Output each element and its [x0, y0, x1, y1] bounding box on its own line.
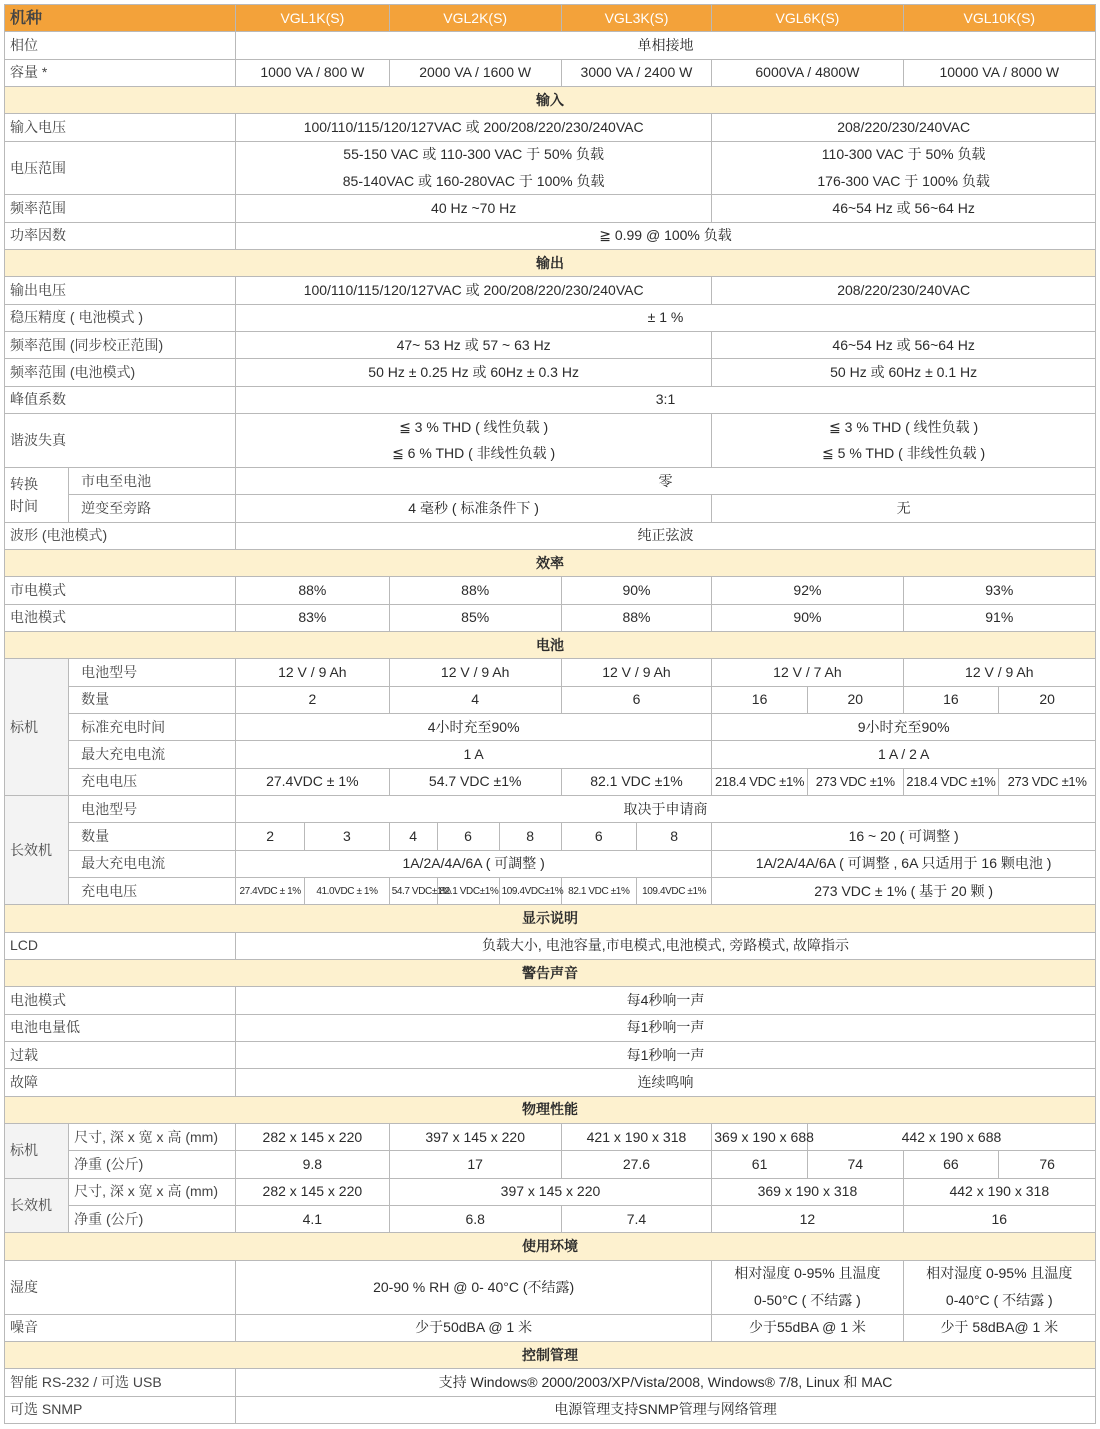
battery-freq-row: [5, 359, 1096, 386]
row-sublabel: 充电电压: [69, 768, 236, 795]
value-cell: 41.0VDC ± 1%: [305, 878, 389, 905]
transfer-bypass-row: [5, 495, 1096, 522]
row-label: 电池电量低: [5, 1014, 236, 1041]
value-cell: 4 毫秒 ( 标准条件下 ): [236, 495, 712, 522]
long-charge-voltage-row: [5, 878, 1096, 905]
row-label: 稳压精度 ( 电池模式 ): [5, 304, 236, 331]
value-cell: 9.8: [236, 1151, 390, 1178]
row-sublabel: 数量: [69, 823, 236, 850]
row-label: 电池模式: [5, 987, 236, 1014]
value-cell: 100/110/115/120/127VAC 或 200/208/220/230/240VAC: [236, 277, 712, 304]
value-cell: 1A/2A/4A/6A ( 可調整 ): [236, 850, 712, 877]
value-cell: 6: [561, 823, 636, 850]
value-cell: 4小时充至90%: [236, 713, 712, 740]
value-cell: 282 x 145 x 220: [236, 1178, 390, 1205]
capacity-row: [5, 59, 1096, 86]
value-cell: 90%: [712, 604, 903, 631]
value-cell: 218.4 VDC ±1%: [712, 768, 808, 795]
section-physical: [5, 1096, 1096, 1123]
value-cell: 每4秒响一声: [236, 987, 1096, 1014]
row-sublabel: 电池型号: [69, 795, 236, 822]
value-cell: 少于55dBA @ 1 米: [712, 1314, 903, 1341]
value-cell: 88%: [389, 577, 561, 604]
voltage-range-row: [5, 141, 1096, 168]
value-cell: 连续鸣响: [236, 1069, 1096, 1096]
output-voltage-row: [5, 277, 1096, 304]
value-cell: 282 x 145 x 220: [236, 1124, 390, 1151]
value-cell: 66: [903, 1151, 999, 1178]
value-cell: 91%: [903, 604, 1095, 631]
value-cell: 6: [561, 686, 712, 713]
value-cell: 少于50dBA @ 1 米: [236, 1314, 712, 1341]
section-battery: [5, 631, 1096, 658]
value-cell: 1A/2A/4A/6A ( 可调整 , 6A 只适用于 16 颗电池 ): [712, 850, 1096, 877]
value-cell: 54.7 VDC ±1%: [389, 768, 561, 795]
value-cell: 27.6: [561, 1151, 712, 1178]
transfer-label-1: 转换: [10, 475, 38, 492]
row-label: 市电模式: [5, 577, 236, 604]
snmp-row: [5, 1396, 1096, 1423]
value-cell: 6.8: [389, 1206, 561, 1233]
long-max-current-row: [5, 850, 1096, 877]
value-cell: 取决于申请商: [236, 795, 1096, 822]
efficiency-battery-row: [5, 604, 1096, 631]
value-cell: 12: [712, 1206, 903, 1233]
row-sublabel: 数量: [69, 686, 236, 713]
value-cell: 88%: [236, 577, 390, 604]
section-title: 显示说明: [5, 905, 1096, 932]
value-cell: 每1秒响一声: [236, 1042, 1096, 1069]
row-sublabel: 最大充电电流: [69, 741, 236, 768]
value-cell: 208/220/230/240VAC: [712, 277, 1096, 304]
value-cell: 8: [499, 823, 561, 850]
section-title: 输入: [5, 87, 1096, 114]
value-cell: 纯正弦波: [236, 522, 1096, 549]
model-vgl1k: VGL1K(S): [236, 5, 390, 32]
row-label: 电压范围: [5, 141, 236, 195]
row-sublabel: 市电至电池: [69, 467, 236, 494]
value-cell: 442 x 190 x 688: [807, 1124, 1095, 1151]
value-cell: 16: [712, 686, 808, 713]
waveform-row: [5, 522, 1096, 549]
section-output: [5, 250, 1096, 277]
value-cell: 电源管理支持SNMP管理与网络管理: [236, 1396, 1096, 1423]
row-label: 输出电压: [5, 277, 236, 304]
long-dimension-row: [5, 1178, 1096, 1205]
input-voltage-row: [5, 114, 1096, 141]
value-cell: 4.1: [236, 1206, 390, 1233]
value-cell: 110-300 VAC 于 50% 负载: [712, 141, 1096, 168]
phase-value: 单相接地: [236, 32, 1096, 59]
row-label: 频率范围 (同步校正范围): [5, 332, 236, 359]
section-title: 控制管理: [5, 1341, 1096, 1368]
section-management: [5, 1341, 1096, 1368]
row-sublabel: 尺寸, 深 x 宽 x 高 (mm): [69, 1124, 236, 1151]
value-cell: 0-40°C ( 不结露 ): [903, 1287, 1095, 1314]
value-cell: 负载大小, 电池容量,市电模式,电池模式, 旁路模式, 故障指示: [236, 932, 1096, 959]
value-cell: 397 x 145 x 220: [389, 1178, 712, 1205]
thd-row: [5, 414, 1096, 441]
spec-table: [4, 4, 1096, 1424]
power-factor-row: [5, 222, 1096, 249]
value-cell: 92%: [712, 577, 903, 604]
row-label: 波形 (电池模式): [5, 522, 236, 549]
row-label: LCD: [5, 932, 236, 959]
section-title: 物理性能: [5, 1096, 1096, 1123]
row-sublabel: 电池型号: [69, 659, 236, 686]
value-cell: 82.1 VDC ±1%: [561, 878, 636, 905]
capacity-cell: 6000VA / 4800W: [712, 59, 903, 86]
value-cell: 12 V / 9 Ah: [561, 659, 712, 686]
long-model-label: 长效机: [5, 795, 69, 904]
value-cell: 每1秒响一声: [236, 1014, 1096, 1041]
value-cell: ≦ 5 % THD ( 非线性负载 ): [712, 441, 1096, 468]
capacity-cell: 2000 VA / 1600 W: [389, 59, 561, 86]
long-battery-type-row: [5, 795, 1096, 822]
row-label: 噪音: [5, 1314, 236, 1341]
capacity-cell: 1000 VA / 800 W: [236, 59, 390, 86]
value-cell: 369 x 190 x 318: [712, 1178, 903, 1205]
section-alarm: [5, 960, 1096, 987]
value-cell: 8: [636, 823, 711, 850]
row-label: 输入电压: [5, 114, 236, 141]
value-cell: 相对湿度 0-95% 且温度: [712, 1260, 903, 1287]
row-label: 过载: [5, 1042, 236, 1069]
value-cell: 3: [305, 823, 389, 850]
row-label: 峰值系数: [5, 386, 236, 413]
value-cell: 12 V / 9 Ah: [389, 659, 561, 686]
capacity-label: 容量 *: [5, 59, 236, 86]
phase-row: [5, 32, 1096, 59]
value-cell: 218.4 VDC ±1%: [903, 768, 999, 795]
std-battery-qty-row: [5, 686, 1096, 713]
value-cell: 369 x 190 x 688: [712, 1124, 808, 1151]
section-efficiency: [5, 549, 1096, 576]
value-cell: 421 x 190 x 318: [561, 1124, 712, 1151]
section-title: 电池: [5, 631, 1096, 658]
value-cell: 12 V / 7 Ah: [712, 659, 903, 686]
transfer-ac-row: [5, 467, 1096, 494]
value-cell: 50 Hz ± 0.25 Hz 或 60Hz ± 0.3 Hz: [236, 359, 712, 386]
section-input: [5, 87, 1096, 114]
value-cell: 442 x 190 x 318: [903, 1178, 1095, 1205]
value-cell: 88%: [561, 604, 712, 631]
value-cell: 100/110/115/120/127VAC 或 200/208/220/230/240VAC: [236, 114, 712, 141]
value-cell: 74: [807, 1151, 903, 1178]
value-cell: 47~ 53 Hz 或 57 ~ 63 Hz: [236, 332, 712, 359]
alarm-row: [5, 1069, 1096, 1096]
value-cell: 85-140VAC 或 160-280VAC 于 100% 负载: [236, 168, 712, 195]
model-vgl2k: VGL2K(S): [389, 5, 561, 32]
value-cell: 76: [999, 1151, 1096, 1178]
value-cell: 7.4: [561, 1206, 712, 1233]
value-cell: 支持 Windows® 2000/2003/XP/Vista/2008, Windows® 7/8, Linux 和 MAC: [236, 1369, 1096, 1396]
row-sublabel: 最大充电电流: [69, 850, 236, 877]
value-cell: 9小时充至90%: [712, 713, 1096, 740]
value-cell: 3:1: [236, 386, 1096, 413]
lcd-row: [5, 932, 1096, 959]
long-battery-qty-row: [5, 823, 1096, 850]
alarm-row: [5, 1042, 1096, 1069]
value-cell: 1 A / 2 A: [712, 741, 1096, 768]
row-label: 故障: [5, 1069, 236, 1096]
humidity-row: [5, 1260, 1096, 1287]
section-title: 使用环境: [5, 1233, 1096, 1260]
row-label: 湿度: [5, 1260, 236, 1314]
value-cell: 109.4VDC ±1%: [636, 878, 711, 905]
sync-freq-row: [5, 332, 1096, 359]
row-sublabel: 尺寸, 深 x 宽 x 高 (mm): [69, 1178, 236, 1205]
value-cell: 273 VDC ±1%: [807, 768, 903, 795]
value-cell: 208/220/230/240VAC: [712, 114, 1096, 141]
long-model-label: 长效机: [5, 1178, 69, 1233]
row-label: 谐波失真: [5, 414, 236, 468]
std-battery-type-row: [5, 659, 1096, 686]
value-cell: 2: [236, 686, 390, 713]
value-cell: 83%: [236, 604, 390, 631]
model-vgl3k: VGL3K(S): [561, 5, 712, 32]
value-cell: 零: [236, 467, 1096, 494]
value-cell: 4: [389, 823, 437, 850]
row-sublabel: 标准充电时间: [69, 713, 236, 740]
value-cell: 93%: [903, 577, 1095, 604]
value-cell: 12 V / 9 Ah: [903, 659, 1095, 686]
value-cell: 少于 58dBA@ 1 米: [903, 1314, 1095, 1341]
row-label: 频率范围 (电池模式): [5, 359, 236, 386]
value-cell: ≧ 0.99 @ 100% 负载: [236, 222, 1096, 249]
row-label: 功率因数: [5, 222, 236, 249]
model-label: 机种: [5, 5, 236, 32]
rs232-row: [5, 1369, 1096, 1396]
value-cell: 16 ~ 20 ( 可调整 ): [712, 823, 1096, 850]
value-cell: 17: [389, 1151, 561, 1178]
input-freq-row: [5, 195, 1096, 222]
row-sublabel: 逆变至旁路: [69, 495, 236, 522]
value-cell: ≦ 3 % THD ( 线性负载 ): [236, 414, 712, 441]
row-sublabel: 充电电压: [69, 878, 236, 905]
value-cell: 相对湿度 0-95% 且温度: [903, 1260, 1095, 1287]
transfer-label-2: 时间: [10, 497, 38, 514]
noise-row: [5, 1314, 1096, 1341]
section-environment: [5, 1233, 1096, 1260]
capacity-cell: 3000 VA / 2400 W: [561, 59, 712, 86]
crest-factor-row: [5, 386, 1096, 413]
alarm-row: [5, 1014, 1096, 1041]
std-max-current-row: [5, 741, 1096, 768]
value-cell: 1 A: [236, 741, 712, 768]
value-cell: 0-50°C ( 不结露 ): [712, 1287, 903, 1314]
row-label: 可选 SNMP: [5, 1396, 236, 1423]
value-cell: 2: [236, 823, 305, 850]
section-title: 警告声音: [5, 960, 1096, 987]
alarm-row: [5, 987, 1096, 1014]
row-label: 电池模式: [5, 604, 236, 631]
model-header-row: [5, 5, 1096, 32]
value-cell: 27.4VDC ± 1%: [236, 768, 390, 795]
value-cell: 54.7 VDC±1%: [389, 878, 437, 905]
row-label: 智能 RS-232 / 可选 USB: [5, 1369, 236, 1396]
value-cell: 46~54 Hz 或 56~64 Hz: [712, 332, 1096, 359]
value-cell: ± 1 %: [236, 304, 1096, 331]
value-cell: 176-300 VAC 于 100% 负载: [712, 168, 1096, 195]
value-cell: 85%: [389, 604, 561, 631]
value-cell: 82.1 VDC±1%: [437, 878, 499, 905]
value-cell: 4: [389, 686, 561, 713]
value-cell: 109.4VDC±1%: [499, 878, 561, 905]
regulation-row: [5, 304, 1096, 331]
value-cell: 55-150 VAC 或 110-300 VAC 于 50% 负载: [236, 141, 712, 168]
value-cell: 273 VDC ± 1% ( 基于 20 颗 ): [712, 878, 1096, 905]
value-cell: ≦ 6 % THD ( 非线性负载 ): [236, 441, 712, 468]
value-cell: 82.1 VDC ±1%: [561, 768, 712, 795]
value-cell: 50 Hz 或 60Hz ± 0.1 Hz: [712, 359, 1096, 386]
value-cell: 20: [999, 686, 1096, 713]
value-cell: 273 VDC ±1%: [999, 768, 1096, 795]
model-vgl6k: VGL6K(S): [712, 5, 903, 32]
efficiency-ac-row: [5, 577, 1096, 604]
std-charge-time-row: [5, 713, 1096, 740]
row-label: 频率范围: [5, 195, 236, 222]
section-title: 效率: [5, 549, 1096, 576]
value-cell: 无: [712, 495, 1096, 522]
value-cell: 61: [712, 1151, 808, 1178]
value-cell: 16: [903, 1206, 1095, 1233]
value-cell: 27.4VDC ± 1%: [236, 878, 305, 905]
transfer-time-label: [5, 467, 69, 522]
row-sublabel: 净重 (公斤): [69, 1151, 236, 1178]
long-weight-row: [5, 1206, 1096, 1233]
value-cell: ≦ 3 % THD ( 线性负载 ): [712, 414, 1096, 441]
value-cell: 90%: [561, 577, 712, 604]
value-cell: 397 x 145 x 220: [389, 1124, 561, 1151]
value-cell: 40 Hz ~70 Hz: [236, 195, 712, 222]
value-cell: 12 V / 9 Ah: [236, 659, 390, 686]
value-cell: 6: [437, 823, 499, 850]
value-cell: 20-90 % RH @ 0- 40°C (不结露): [236, 1260, 712, 1314]
section-title: 输出: [5, 250, 1096, 277]
section-display: [5, 905, 1096, 932]
capacity-cell: 10000 VA / 8000 W: [903, 59, 1095, 86]
value-cell: 20: [807, 686, 903, 713]
value-cell: 46~54 Hz 或 56~64 Hz: [712, 195, 1096, 222]
std-weight-row: [5, 1151, 1096, 1178]
std-charge-voltage-row: [5, 768, 1096, 795]
phase-label: 相位: [5, 32, 236, 59]
row-sublabel: 净重 (公斤): [69, 1206, 236, 1233]
std-dimension-row: [5, 1124, 1096, 1151]
standard-model-label: 标机: [5, 1124, 69, 1179]
model-vgl10k: VGL10K(S): [903, 5, 1095, 32]
standard-model-label: 标机: [5, 659, 69, 796]
value-cell: 16: [903, 686, 999, 713]
